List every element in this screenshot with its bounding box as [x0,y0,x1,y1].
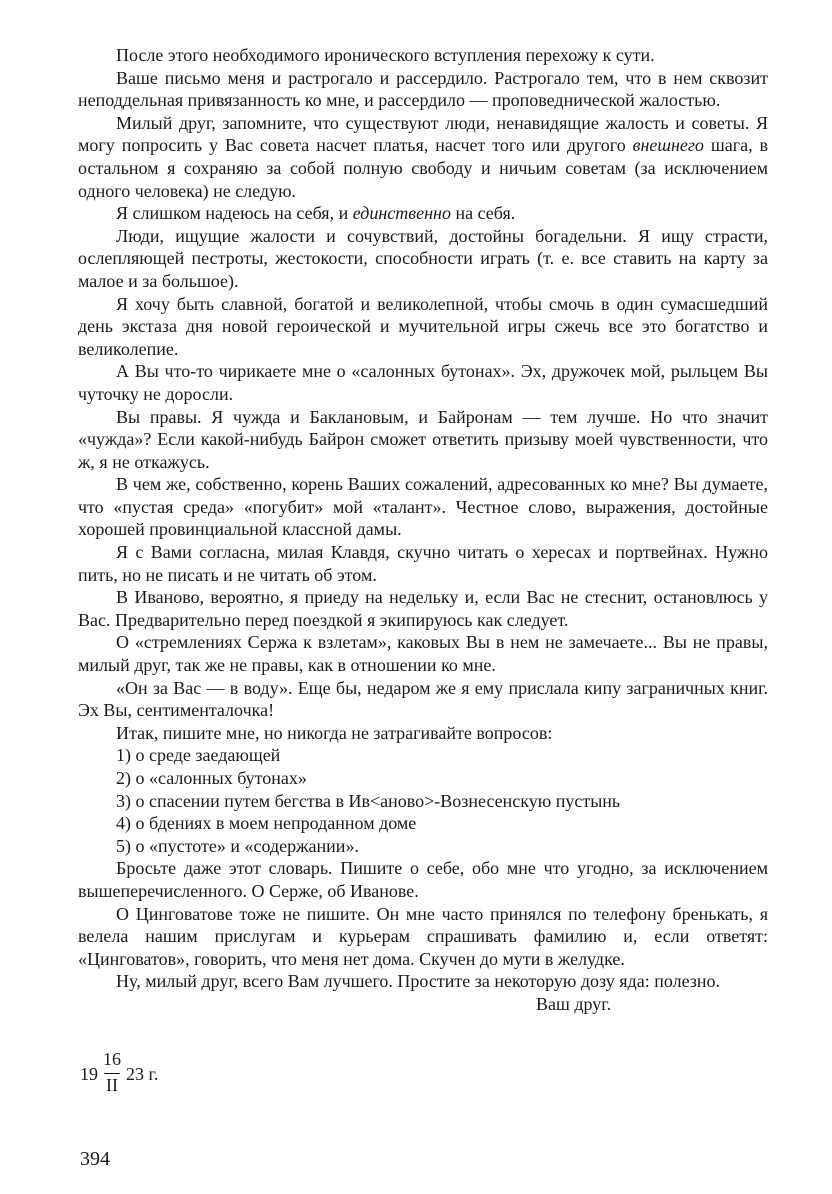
paragraph [78,112,768,202]
date-year: 19 [80,1064,98,1084]
date-month: II [106,1075,118,1095]
list-item: 3) о спасении путем бегства в Ив<аново>-Вознесенскую пустынь [116,790,621,811]
list-item: 4) о бдениях в моем непроданном доме [116,813,417,834]
paragraph-text: шага, в остальном я сохраняю за собой полную свободу и ничьим советам (за исключением одного человека) не следую. [78,135,768,201]
date-suffix: 23 г. [126,1064,159,1084]
paragraph: Я с Вами согласна, милая Клавдя, скучно читать о хересах и портвейнах. Нужно пить, но не писать и не читать об этом. [78,542,768,585]
paragraph: О «стремлениях Сержа к взлетам», каковых Вы в нем не замечаете... Вы не правы, милый друг, так же не правы, как в отношении ко мне. [78,632,768,676]
paragraph: А Вы что-то чирикаете мне о «салонных бутонах». Эх, дружочек мой, рыльцем Вы чуточку не доросли. [78,361,768,404]
list-item: 5) о «пустоте» и «содержании». [116,835,359,856]
paragraph-text: Я слишком надеюсь на себя, и [116,203,353,224]
date-day: 16 [103,1049,121,1069]
date-fraction [102,1050,122,1094]
paragraph-text: на себя. [450,203,516,224]
signature: Ваш друг. [536,993,612,1014]
paragraph: Итак, пишите мне, но никогда не затрагивайте вопросов: [116,722,553,743]
paragraph: Ну, милый друг, всего Вам лучшего. Простите за некоторую дозу яда: полезно. [116,971,721,992]
page-number: 394 [80,1148,110,1170]
paragraph: Бросьте даже этот словарь. Пишите о себе, обо мне что угодно, за исключением вышеперечисленного. О Серже, об Иванове. [78,858,768,901]
paragraph: После этого необходимого иронического вступления перехожу к сути. [116,45,655,65]
paragraph: В чем же, собственно, корень Ваших сожалений, адресованных ко мне? Вы думаете, что «пустая среда» «погубит» мой «талант». Честное слово, выражения, достойные хорошей провинциальной классной дамы. [78,474,768,540]
paragraph: Ваше письмо меня и растрогало и рассердило. Растрогало тем, что в нем сквозит неподдельная привязанность ко мне, и рассердило — проповеднической жалостью. [78,67,768,111]
paragraph: «Он за Вас — в воду». Еще бы, недаром же я ему прислала кипу заграничных книг. Эх Вы, сентименталочка! [78,677,768,721]
fraction-bar [104,1073,120,1074]
list-item: 1) о среде заедающей [116,745,281,766]
paragraph: Я хочу быть славной, богатой и великолепной, чтобы смочь в один сумасшедший день экстаза дня новой героической и мучительной игры сжечь все это богатство и великолепие. [78,293,768,359]
emphasis-text: единственно [352,203,451,224]
paragraph [78,202,768,225]
emphasis-text: внешнего [632,135,704,156]
paragraph: Люди, ищущие жалости и сочувствий, достойны богадельни. Я ищу страсти, ослепляющей пестроты, жестокости, способности играть (т. е. все ставить на карту за малое и за большое). [78,225,768,291]
paragraph: О Цинговатове тоже не пишите. Он мне часто принялся по телефону бренькать, я велела нашим прислугам и курьерам спрашивать фамилию и, если ответят: «Цинговатов», говорить, что меня нет дома. Скучен до мути в желудке. [78,903,768,969]
paragraph: Вы правы. Я чужда и Баклановым, и Байронам — тем лучше. Но что значит «чужда»? Если какой-нибудь Байрон сможет ответить призыву моей чувственности, что ж, я не откажусь. [78,406,768,472]
paragraph-text: Милый друг, запомните, что существуют люди, ненавидящие жалость и советы. Я могу попросить у Вас совета насчет платья, насчет того или другого [78,112,768,156]
paragraph: В Иваново, вероятно, я приеду на недельку и, если Вас не стеснит, остановлюсь у Вас. Предварительно перед поездкой я экипируюсь как следует. [78,587,768,630]
list-item: 2) о «салонных бутонах» [116,768,307,788]
letter-body [78,44,768,1016]
letter-date [80,1050,200,1100]
